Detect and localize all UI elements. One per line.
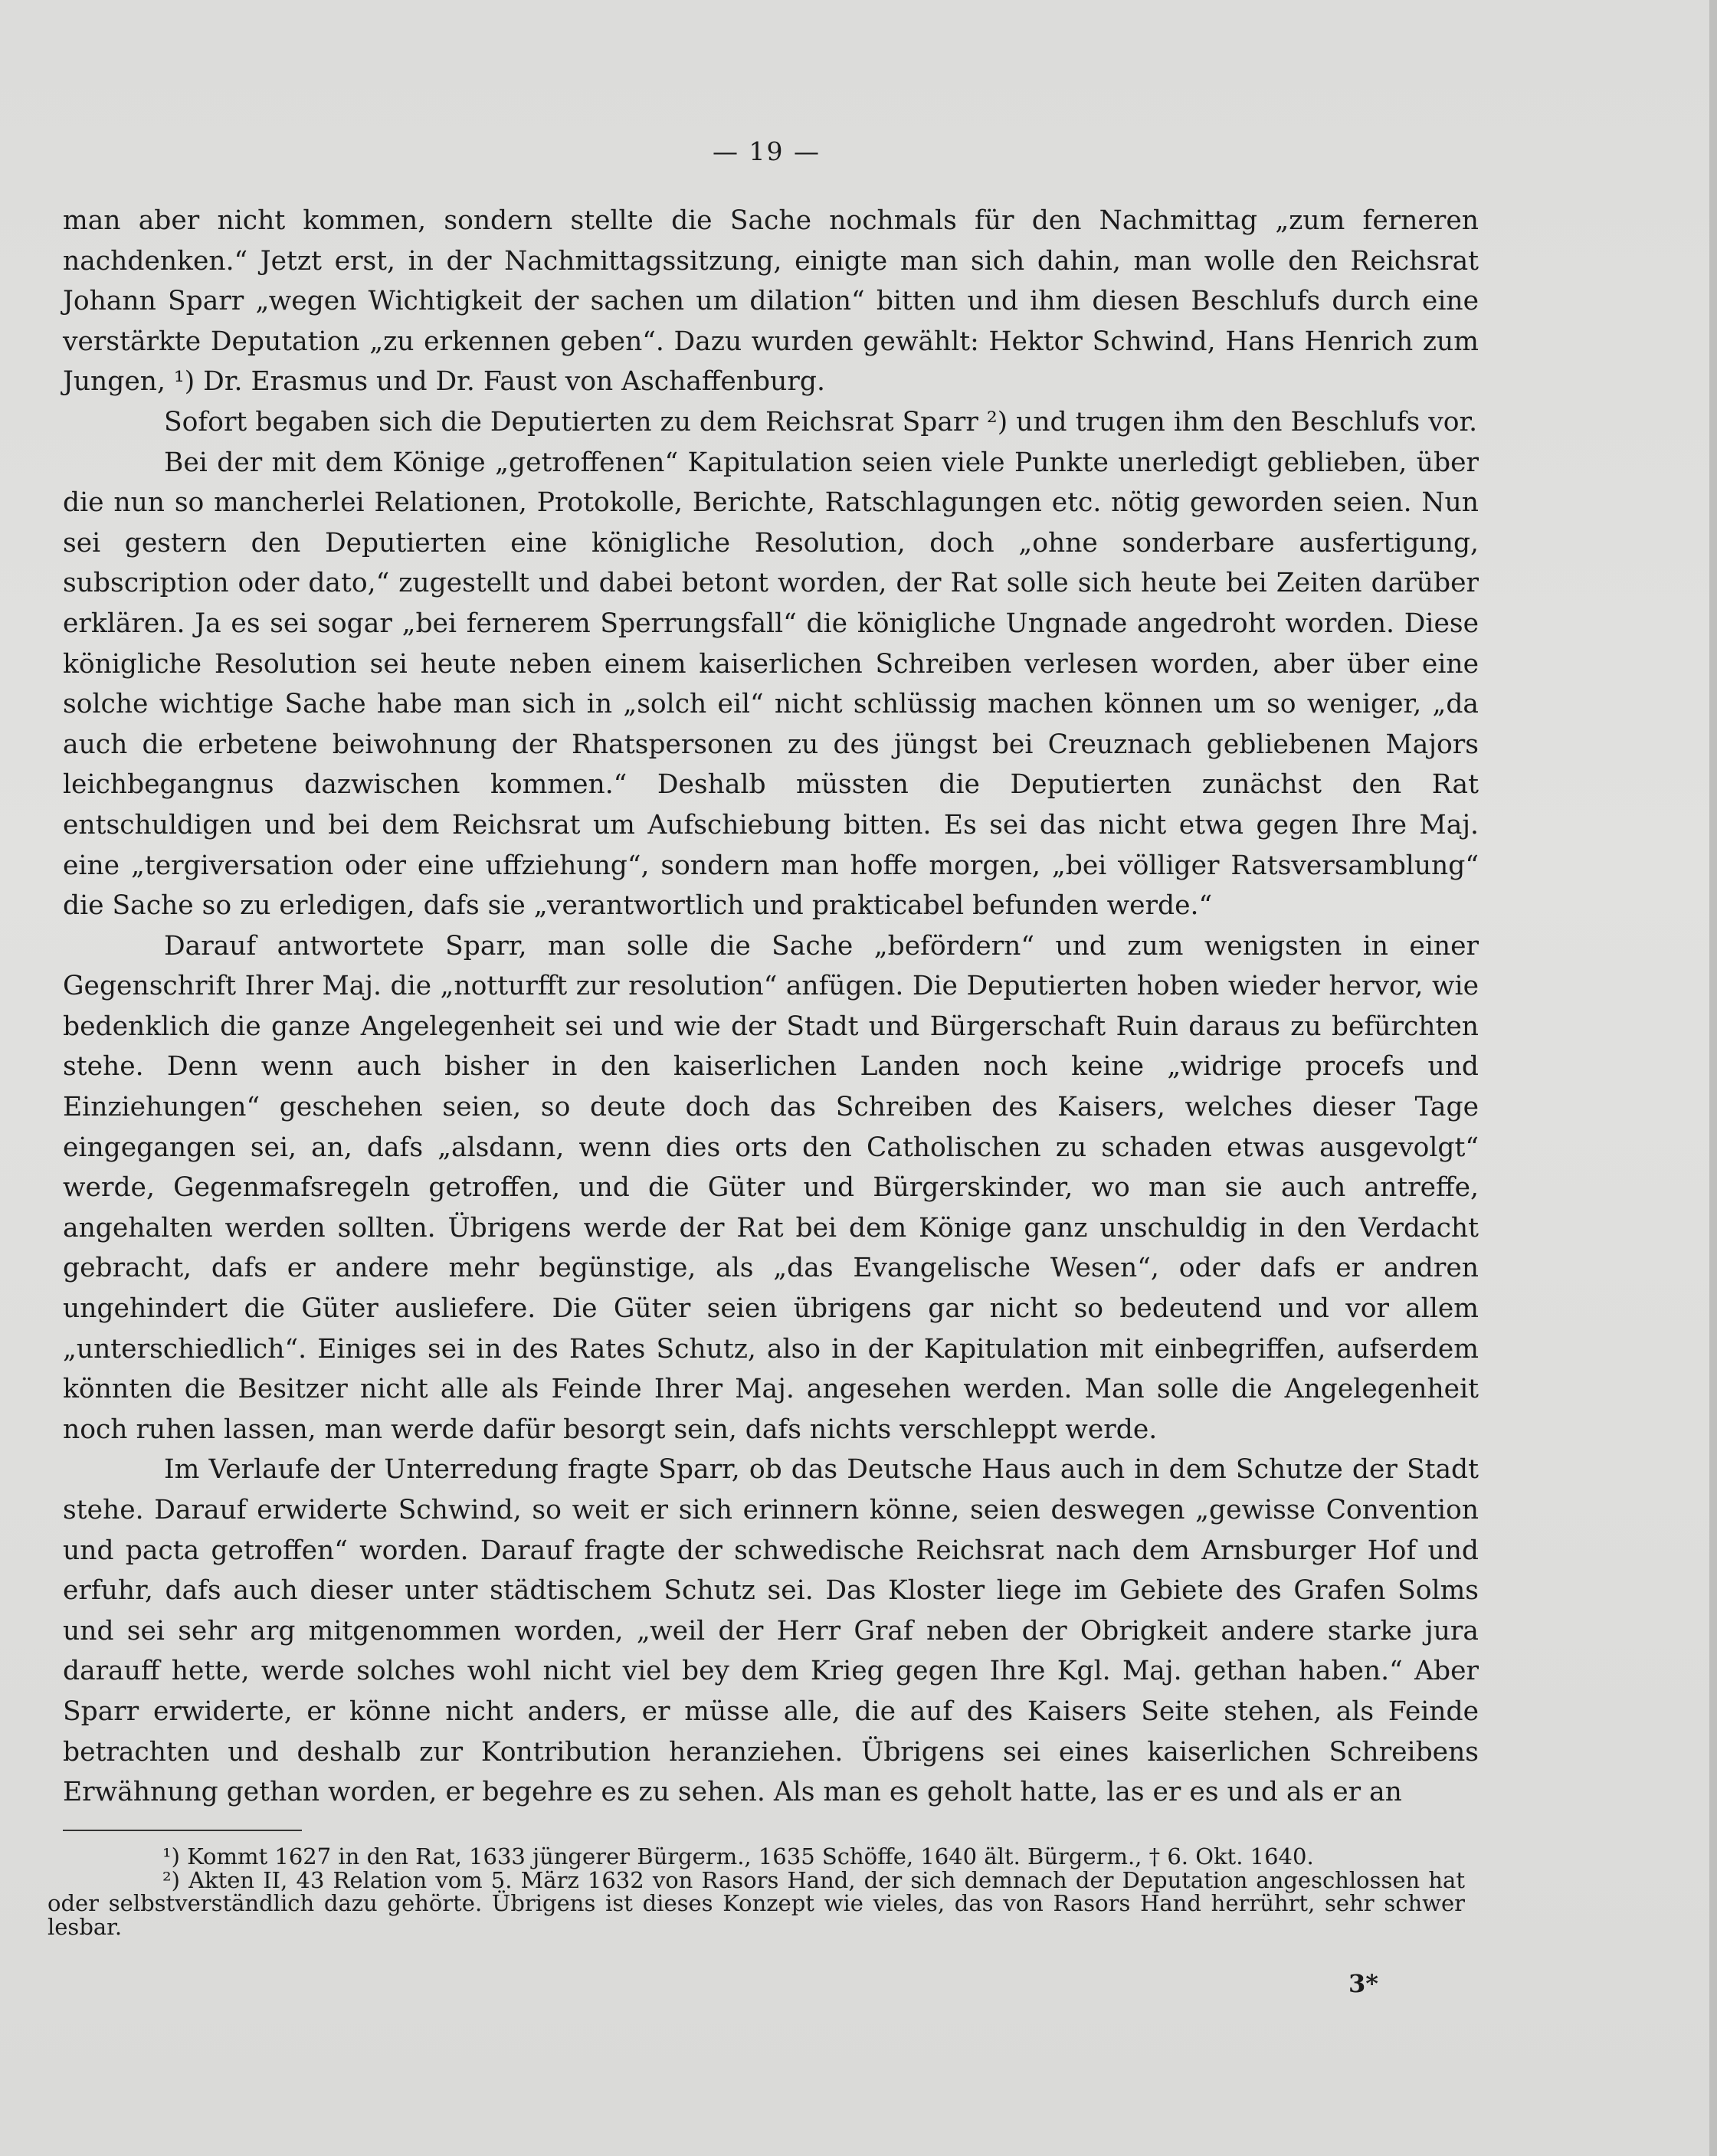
paragraph: Sofort begaben sich die Deputierten zu dem Reichsrat Sparr ²) und trugen ihm den Beschlufs vor. [164, 406, 1478, 437]
signature-mark: 3* [1348, 1969, 1378, 1998]
body-text [63, 201, 1479, 1813]
footnote: ²) Akten II, 43 Relation vom 5. März 1632 von Rasors Hand, der sich demnach der Deputation angeschlossen hat oder selbstverständlich dazu gehörte. Übrigens ist dieses Konzept wie vieles, das von Rasors Hand herrührt, sehr schwer lesbar. [48, 1866, 1465, 1940]
footnote-divider [63, 1830, 302, 1831]
footnote: ¹) Kommt 1627 in den Rat, 1633 jüngerer Bürgerm., 1635 Schöffe, 1640 ält. Bürgerm., † 6. Okt. 1640. [162, 1843, 1314, 1869]
page-edge [1709, 0, 1717, 2156]
paragraph: Bei der mit dem Könige „getroffenen“ Kapitulation seien viele Punkte unerledigt geblieben, über die nun so mancherlei Relationen, Protokolle, Berichte, Ratschlagungen etc. nötig geworden seien. Nun sei gestern den Deputierten eine königliche Resolution, doch „ohne sonderbare ausfertigung, subscription oder dato,“ zugestellt und dabei betont worden, der Rat solle sich heute bei Zeiten darüber erklären. Ja es sei sogar „bei fernerem Sperrungsfall“ die königliche Ungnade angedroht worden. Diese königliche Resolution sei heute neben einem kaiserlichen Schreiben verlesen worden, aber über eine solche wichtige Sache habe man sich in „solch eil“ nicht schlüssig machen können um so weniger, „da auch die erbetene beiwohnung der Rhatspersonen zu des jüngst bei Creuznach gebliebenen Majors leichbegangnus dazwischen kommen.“ Deshalb müssten die Deputierten zunächst den Rat entschuldigen und bei dem Reichsrat um Aufschiebung bitten. Es sei das nicht etwa gegen Ihre Maj. eine „tergiversation oder eine uffziehung“, sondern man hoffe morgen, „bei völliger Ratsversamblung“ die Sache so zu erledigen, dafs sie „verantwortlich und prakticabel befunden werde.“ [63, 447, 1479, 922]
paragraph: Im Verlaufe der Unterredung fragte Sparr, ob das Deutsche Haus auch in dem Schutze der Stadt stehe. Darauf erwiderte Schwind, so weit er sich erinnern könne, seien deswegen „gewisse Convention und pacta getroffen“ worden. Darauf fragte der schwedische Reichsrat nach dem Arnsburger Hof und erfuhr, dafs auch dieser unter städtischem Schutz sei. Das Kloster liege im Gebiete des Grafen Solms und sei sehr arg mitgenommen worden, „weil der Herr Graf neben der Obrigkeit andere starke jura darauff hette, werde solches wohl nicht viel bey dem Krieg gegen Ihre Kgl. Maj. gethan haben.“ Aber Sparr erwiderte, er könne nicht anders, er müsse alle, die auf des Kaisers Seite stehen, als Feinde betrachten und deshalb zur Kontribution heranziehen. Übrigens sei eines kaiserlichen Schreibens Erwähnung gethan worden, er begehre es zu sehen. Als man es geholt hatte, las er es und als er an [63, 1454, 1479, 1808]
paragraph: Darauf antwortete Sparr, man solle die Sache „befördern“ und zum wenigsten in einer Gegenschrift Ihrer Maj. die „notturfft zur resolution“ anfügen. Die Deputierten hoben wieder hervor, wie bedenklich die ganze Angelegenheit sei und wie der Stadt und Bürgerschaft Ruin daraus zu befürchten stehe. Denn wenn auch bisher in den kaiserlichen Landen noch keine „widrige procefs und Einziehungen“ geschehen seien, so deute doch das Schreiben des Kaisers, welches dieser Tage eingegangen sei, an, dafs „alsdann, wenn dies orts den Catholischen zu schaden etwas ausgevolgt“ werde, Gegenmafsregeln getroffen, und die Güter und Bürgerskinder, wo man sie auch antreffe, angehalten werden sollten. Übrigens werde der Rat bei dem Könige ganz unschuldig in den Verdacht gebracht, dafs er andere mehr begünstige, als „das Evangelische Wesen“, oder dafs er andren ungehindert die Güter ausliefere. Die Güter seien übrigens gar nicht so bedeutend und vor allem „unterschiedlich“. Einiges sei in des Rates Schutz, also in der Kapitulation mit einbegriffen, aufserdem könnten die Besitzer nicht alle als Feinde Ihrer Maj. angesehen werden. Man solle die Angelegenheit noch ruhen lassen, man werde dafür besorgt sein, dafs nichts verschleppt werde. [63, 930, 1479, 1445]
page-number: — 19 — [713, 136, 821, 166]
footnotes [48, 1845, 1465, 1938]
paragraph: man aber nicht kommen, sondern stellte die Sache nochmals für den Nachmittag „zum ferneren nachdenken.“ Jetzt erst, in der Nachmittagssitzung, einigte man sich dahin, man wolle den Reichsrat Johann Sparr „wegen Wichtigkeit der sachen um dilation“ bitten und ihm diesen Beschlufs durch eine verstärkte Deputation „zu erkennen geben“. Dazu wurden gewählt: Hektor Schwind, Hans Henrich zum Jungen, ¹) Dr. Erasmus und Dr. Faust von Aschaffenburg. [63, 205, 1479, 398]
